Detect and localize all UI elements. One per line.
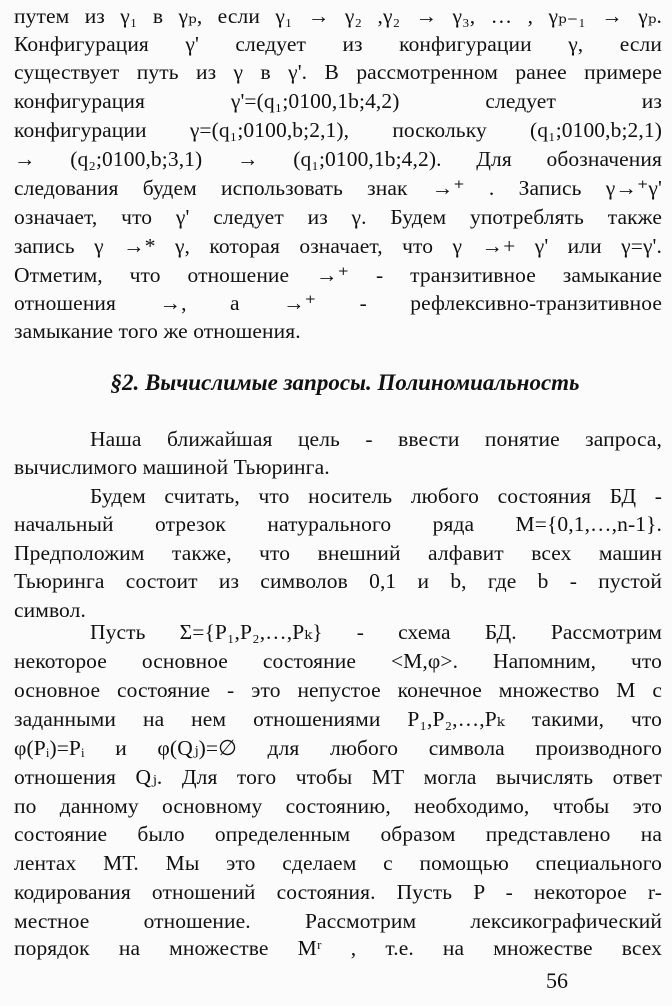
text-line: отношения →, а →⁺ - рефлексивно-транзитивное [14,291,662,315]
text-line: Конфигурация γ' следует из конфигурации γ, если [14,32,662,56]
text-line: порядок на множестве Mʳ , т.е. на множестве всех [14,936,662,960]
text-line: φ(Pᵢ)=Pᵢ и φ(Qⱼ)=∅ для любого символа производного [14,736,662,760]
text-line: символ. [14,598,86,622]
text-line: заданными на нем отношениями P₁,P₂,…,Pₖ такими, что [14,707,662,731]
text-line: следования будем использовать знак →⁺ . Запись γ→⁺γ' [14,176,662,200]
text-line: Отметим, что отношение →⁺ - транзитивное замыкание [14,263,662,287]
text-line: начальный отрезок натурального ряда M={0,1,…,n-1}. [14,512,662,536]
text-line: путем из γ₁ в γₚ, если γ₁ → γ₂ ,γ₂ → γ₃, … , γₚ₋₁ → γₚ. [14,4,662,28]
text-line: означает, что γ' следует из γ. Будем употреблять также [14,205,662,229]
text-line: состояние было определенным образом представлено на [14,822,662,846]
text-line: некоторое основное состояние <M,φ>. Напомним, что [14,649,662,673]
text-line: основное состояние - это непустое конечное множество M с [14,678,662,702]
text-line: вычислимого машиной Тьюринга. [14,455,330,479]
page-number: 56 [546,968,568,993]
text-line: кодирования отношений состояния. Пусть P - некоторое r- [14,880,662,904]
text-line: лентах МТ. Мы это сделаем с помощью специального [14,851,662,875]
text-line: конфигурации γ=(q₁;0100,b;2,1), поскольку (q₁;0100,b;2,1) [14,118,662,142]
text-line: → (q₂;0100,b;3,1) → (q₁;0100,1b;4,2). Для обозначения [14,147,662,171]
text-line: местное отношение. Рассмотрим лексикографический [14,909,662,933]
section-heading: §2. Вычислимые запросы. Полиномиальность [110,370,580,395]
text-line: Тьюринга состоит из символов 0,1 и b, где b - пустой [14,569,662,593]
text-line: конфигурация γ'=(q₁;0100,1b;4,2) следует из [14,89,662,113]
text-line: Наша ближайшая цель - ввести понятие запроса, [90,427,662,451]
text-line: замыкание того же отношения. [14,319,301,343]
text-line: Предположим также, что внешний алфавит всех машин [14,541,662,565]
text-line: отношения Qⱼ. Для того чтобы МТ могла вычислять ответ [14,765,662,789]
text-line: Пусть Σ={P₁,P₂,…,Pₖ} - схема БД. Рассмотрим [90,620,662,644]
text-line: Будем считать, что носитель любого состояния БД - [90,484,662,508]
text-line: запись γ →* γ, которая означает, что γ →+ γ' или γ=γ'. [14,234,662,258]
text-line: по данному основному состоянию, необходимо, чтобы это [14,794,662,818]
text-line: существует путь из γ в γ'. В рассмотренном ранее примере [14,60,662,84]
